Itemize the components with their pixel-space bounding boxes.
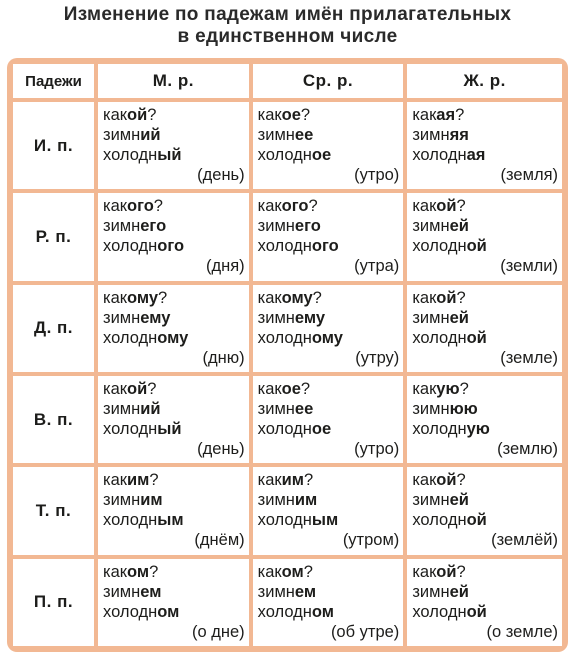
word-stem: как	[257, 562, 282, 581]
case-label: Т. п.	[13, 467, 98, 558]
word-ending: ему	[294, 308, 326, 327]
word-stem: зимн	[412, 400, 450, 419]
adjective-form	[412, 145, 558, 165]
word-stem: зимн	[257, 217, 295, 236]
case-label: Р. п.	[13, 193, 98, 284]
adjective-form	[258, 470, 400, 490]
adjective-form	[103, 419, 245, 439]
adjective-form	[258, 236, 400, 256]
question-mark: ?	[149, 562, 159, 581]
noun-example: (об утре)	[330, 622, 400, 641]
word-stem: как	[257, 197, 282, 216]
word-stem: холодн	[103, 602, 158, 621]
noun-example: (земле)	[500, 348, 558, 367]
word-stem: как	[103, 106, 127, 124]
noun-example: (днём)	[194, 531, 245, 550]
word-ending: им	[126, 471, 150, 490]
word-stem: зимн	[103, 126, 141, 144]
adjective-form	[258, 216, 400, 236]
noun-example: (земли)	[500, 257, 558, 276]
question-mark: ?	[300, 106, 311, 124]
word-stem: как	[412, 106, 437, 124]
word-ending: ей	[449, 582, 469, 601]
adjective-form	[412, 419, 558, 439]
word-ending: ому	[126, 288, 159, 307]
word-ending: им	[140, 491, 163, 510]
adjective-form	[103, 288, 245, 308]
word-stem: как	[257, 106, 282, 124]
word-stem: как	[257, 380, 282, 399]
adjective-form	[258, 196, 400, 216]
noun-example: (земля)	[500, 166, 558, 184]
question-mark: ?	[456, 471, 466, 490]
word-stem: холодн	[412, 511, 467, 530]
adjective-form	[412, 308, 558, 328]
word-ending: ом	[311, 602, 334, 621]
adjective-form	[103, 216, 245, 236]
word-stem: зимн	[257, 126, 295, 144]
word-ending: его	[140, 217, 167, 236]
word-ending: его	[294, 217, 321, 236]
word-stem: как	[103, 288, 127, 307]
adjective-form	[258, 328, 400, 348]
adjective-form	[103, 145, 245, 165]
cell-m	[98, 193, 253, 284]
word-stem: холодн	[257, 237, 312, 256]
word-ending: ой	[466, 511, 487, 530]
declension-table-frame	[7, 58, 568, 652]
adjective-form	[258, 308, 400, 328]
table-row	[13, 102, 562, 193]
cell-m	[98, 559, 253, 646]
word-ending: ом	[157, 602, 180, 621]
word-ending: ого	[157, 237, 185, 256]
word-ending: ой	[466, 237, 487, 256]
question-mark: ?	[456, 288, 466, 307]
word-ending: ым	[157, 511, 184, 530]
word-stem: холодн	[412, 237, 467, 256]
word-stem: зимн	[412, 126, 450, 144]
adjective-form	[103, 490, 245, 510]
word-ending: ий	[140, 400, 161, 419]
word-stem: холодн	[103, 511, 158, 530]
word-stem: холодн	[412, 328, 467, 347]
question-mark: ?	[459, 380, 469, 399]
adjective-form	[103, 602, 245, 622]
table-row	[13, 559, 562, 646]
word-stem: зимн	[412, 308, 450, 327]
word-ending: ому	[311, 328, 343, 347]
table-body	[13, 102, 562, 646]
word-stem: холодн	[257, 511, 312, 530]
word-ending: ий	[140, 126, 161, 144]
adjective-form	[412, 379, 558, 399]
adjective-form	[412, 602, 558, 622]
word-ending: ей	[449, 308, 469, 327]
noun-example: (землёй)	[491, 531, 558, 550]
cell-m	[98, 467, 253, 558]
word-stem: холодн	[103, 146, 158, 164]
cell-m	[98, 102, 253, 193]
cell-f	[407, 467, 562, 558]
adjective-form	[103, 510, 245, 530]
word-ending: ем	[140, 582, 162, 601]
page-title	[0, 4, 575, 48]
word-ending: яя	[449, 126, 469, 144]
noun-example: (дня)	[205, 257, 245, 276]
word-ending: ое	[311, 146, 332, 164]
word-stem: холодн	[412, 602, 467, 621]
word-ending: ее	[294, 400, 314, 419]
noun-example: (утра)	[354, 257, 400, 276]
word-stem: холодн	[412, 146, 467, 164]
word-stem: зимн	[412, 582, 450, 601]
word-ending: ого	[281, 197, 309, 216]
cell-n	[253, 102, 408, 193]
word-ending: ой	[466, 328, 487, 347]
word-ending: ей	[449, 491, 469, 510]
noun-example: (утро)	[354, 166, 400, 184]
adjective-form	[258, 105, 400, 125]
table-row	[13, 376, 562, 467]
adjective-form	[258, 490, 400, 510]
noun-example: (утром)	[342, 531, 400, 550]
adjective-form	[103, 328, 245, 348]
word-ending: ой	[436, 471, 457, 490]
question-mark: ?	[455, 106, 465, 124]
adjective-form	[258, 288, 400, 308]
word-ending: ой	[126, 380, 148, 399]
noun-example: (день)	[197, 440, 245, 459]
adjective-form	[103, 399, 245, 419]
word-stem: как	[412, 288, 437, 307]
adjective-form	[412, 562, 558, 582]
word-ending: ой	[466, 602, 487, 621]
adjective-form	[258, 145, 400, 165]
noun-example: (день)	[197, 166, 245, 184]
adjective-form	[258, 510, 400, 530]
word-stem: зимн	[257, 308, 295, 327]
header-masculine: М. р.	[98, 64, 253, 102]
cell-f	[407, 102, 562, 193]
header-row	[13, 64, 562, 102]
question-mark: ?	[312, 288, 322, 307]
word-stem: как	[103, 471, 127, 490]
declension-table	[13, 64, 562, 646]
question-mark: ?	[147, 380, 157, 399]
word-stem: холодн	[103, 420, 158, 439]
word-stem: как	[412, 197, 437, 216]
word-ending: ее	[294, 126, 314, 144]
word-ending: ое	[281, 106, 301, 124]
cell-n	[253, 285, 408, 376]
cell-n	[253, 193, 408, 284]
case-label: И. п.	[13, 102, 98, 193]
adjective-form	[103, 105, 245, 125]
adjective-form	[258, 582, 400, 602]
word-ending: ом	[281, 562, 304, 581]
word-ending: ой	[436, 562, 457, 581]
word-ending: ое	[311, 420, 332, 439]
noun-example: (землю)	[497, 440, 558, 459]
word-ending: ого	[311, 237, 339, 256]
adjective-form	[258, 419, 400, 439]
word-ending: ый	[157, 146, 182, 164]
adjective-form	[412, 236, 558, 256]
title-line-2: в единственном числе	[177, 26, 398, 47]
word-stem: зимн	[257, 491, 295, 510]
word-ending: ую	[436, 380, 460, 399]
question-mark: ?	[304, 471, 314, 490]
header-feminine: Ж. р.	[407, 64, 562, 102]
cell-n	[253, 559, 408, 646]
noun-example: (о земле)	[486, 622, 558, 641]
word-ending: ой	[126, 106, 148, 124]
word-ending: им	[294, 491, 318, 510]
word-stem: холодн	[257, 328, 312, 347]
word-stem: холодн	[103, 328, 158, 347]
adjective-form	[412, 328, 558, 348]
word-stem: зимн	[103, 217, 141, 236]
adjective-form	[412, 470, 558, 490]
word-stem: зимн	[412, 491, 450, 510]
adjective-form	[412, 125, 558, 145]
word-ending: юю	[449, 400, 478, 419]
adjective-form	[412, 288, 558, 308]
cell-f	[407, 285, 562, 376]
adjective-form	[412, 105, 558, 125]
word-stem: холодн	[257, 420, 312, 439]
word-ending: ой	[436, 197, 457, 216]
cell-f	[407, 559, 562, 646]
word-stem: холодн	[257, 146, 312, 164]
adjective-form	[258, 125, 400, 145]
word-stem: зимн	[412, 217, 450, 236]
word-ending: ом	[126, 562, 150, 581]
word-ending: ая	[466, 146, 486, 164]
question-mark: ?	[147, 106, 157, 124]
adjective-form	[103, 236, 245, 256]
word-ending: ому	[281, 288, 313, 307]
case-label: В. п.	[13, 376, 98, 467]
question-mark: ?	[308, 197, 318, 216]
adjective-form	[412, 582, 558, 602]
table-row	[13, 193, 562, 284]
cell-f	[407, 193, 562, 284]
noun-example: (утру)	[355, 348, 400, 367]
cell-m	[98, 285, 253, 376]
adjective-form	[258, 602, 400, 622]
word-ending: ем	[294, 582, 317, 601]
adjective-form	[258, 379, 400, 399]
word-stem: как	[412, 471, 437, 490]
table-row	[13, 467, 562, 558]
question-mark: ?	[158, 288, 168, 307]
adjective-form	[103, 379, 245, 399]
word-stem: как	[412, 562, 437, 581]
word-stem: холодн	[103, 237, 158, 256]
adjective-form	[103, 562, 245, 582]
cell-m	[98, 376, 253, 467]
adjective-form	[103, 125, 245, 145]
word-ending: ым	[311, 511, 339, 530]
word-ending: ому	[157, 328, 189, 347]
adjective-form	[103, 196, 245, 216]
word-ending: ого	[126, 197, 154, 216]
word-stem: как	[103, 562, 127, 581]
adjective-form	[412, 510, 558, 530]
word-ending: ый	[157, 420, 182, 439]
question-mark: ?	[456, 562, 466, 581]
adjective-form	[103, 582, 245, 602]
adjective-form	[103, 470, 245, 490]
question-mark: ?	[456, 197, 466, 216]
cell-f	[407, 376, 562, 467]
table-row	[13, 285, 562, 376]
word-stem: холодн	[257, 602, 312, 621]
cell-n	[253, 376, 408, 467]
header-neuter: Ср. р.	[253, 64, 408, 102]
word-stem: как	[103, 197, 127, 216]
question-mark: ?	[303, 562, 313, 581]
word-stem: как	[257, 288, 282, 307]
word-stem: зимн	[257, 582, 295, 601]
word-stem: зимн	[103, 582, 141, 601]
title-line-1: Изменение по падежам имён прилагательных	[63, 4, 512, 25]
adjective-form	[412, 399, 558, 419]
adjective-form	[258, 562, 400, 582]
adjective-form	[103, 308, 245, 328]
word-ending: ую	[466, 420, 490, 439]
noun-example: (утро)	[354, 440, 400, 459]
word-stem: как	[257, 471, 282, 490]
question-mark: ?	[153, 197, 163, 216]
word-stem: зимн	[103, 308, 141, 327]
noun-example: (о дне)	[191, 622, 245, 641]
word-ending: ему	[140, 308, 171, 327]
case-label: П. п.	[13, 559, 98, 646]
noun-example: (дню)	[202, 348, 245, 367]
header-case: Падежи	[13, 64, 98, 102]
word-stem: зимн	[103, 400, 141, 419]
word-ending: им	[281, 471, 304, 490]
word-ending: ое	[281, 380, 301, 399]
word-ending: ой	[436, 288, 457, 307]
adjective-form	[258, 399, 400, 419]
question-mark: ?	[149, 471, 159, 490]
word-stem: как	[412, 380, 437, 399]
word-stem: зимн	[103, 491, 141, 510]
adjective-form	[412, 216, 558, 236]
case-label: Д. п.	[13, 285, 98, 376]
cell-n	[253, 467, 408, 558]
word-stem: холодн	[412, 420, 467, 439]
question-mark: ?	[300, 380, 311, 399]
adjective-form	[412, 196, 558, 216]
word-stem: зимн	[257, 400, 295, 419]
word-ending: ая	[436, 106, 456, 124]
adjective-form	[412, 490, 558, 510]
word-stem: как	[103, 380, 127, 399]
word-ending: ей	[449, 217, 469, 236]
